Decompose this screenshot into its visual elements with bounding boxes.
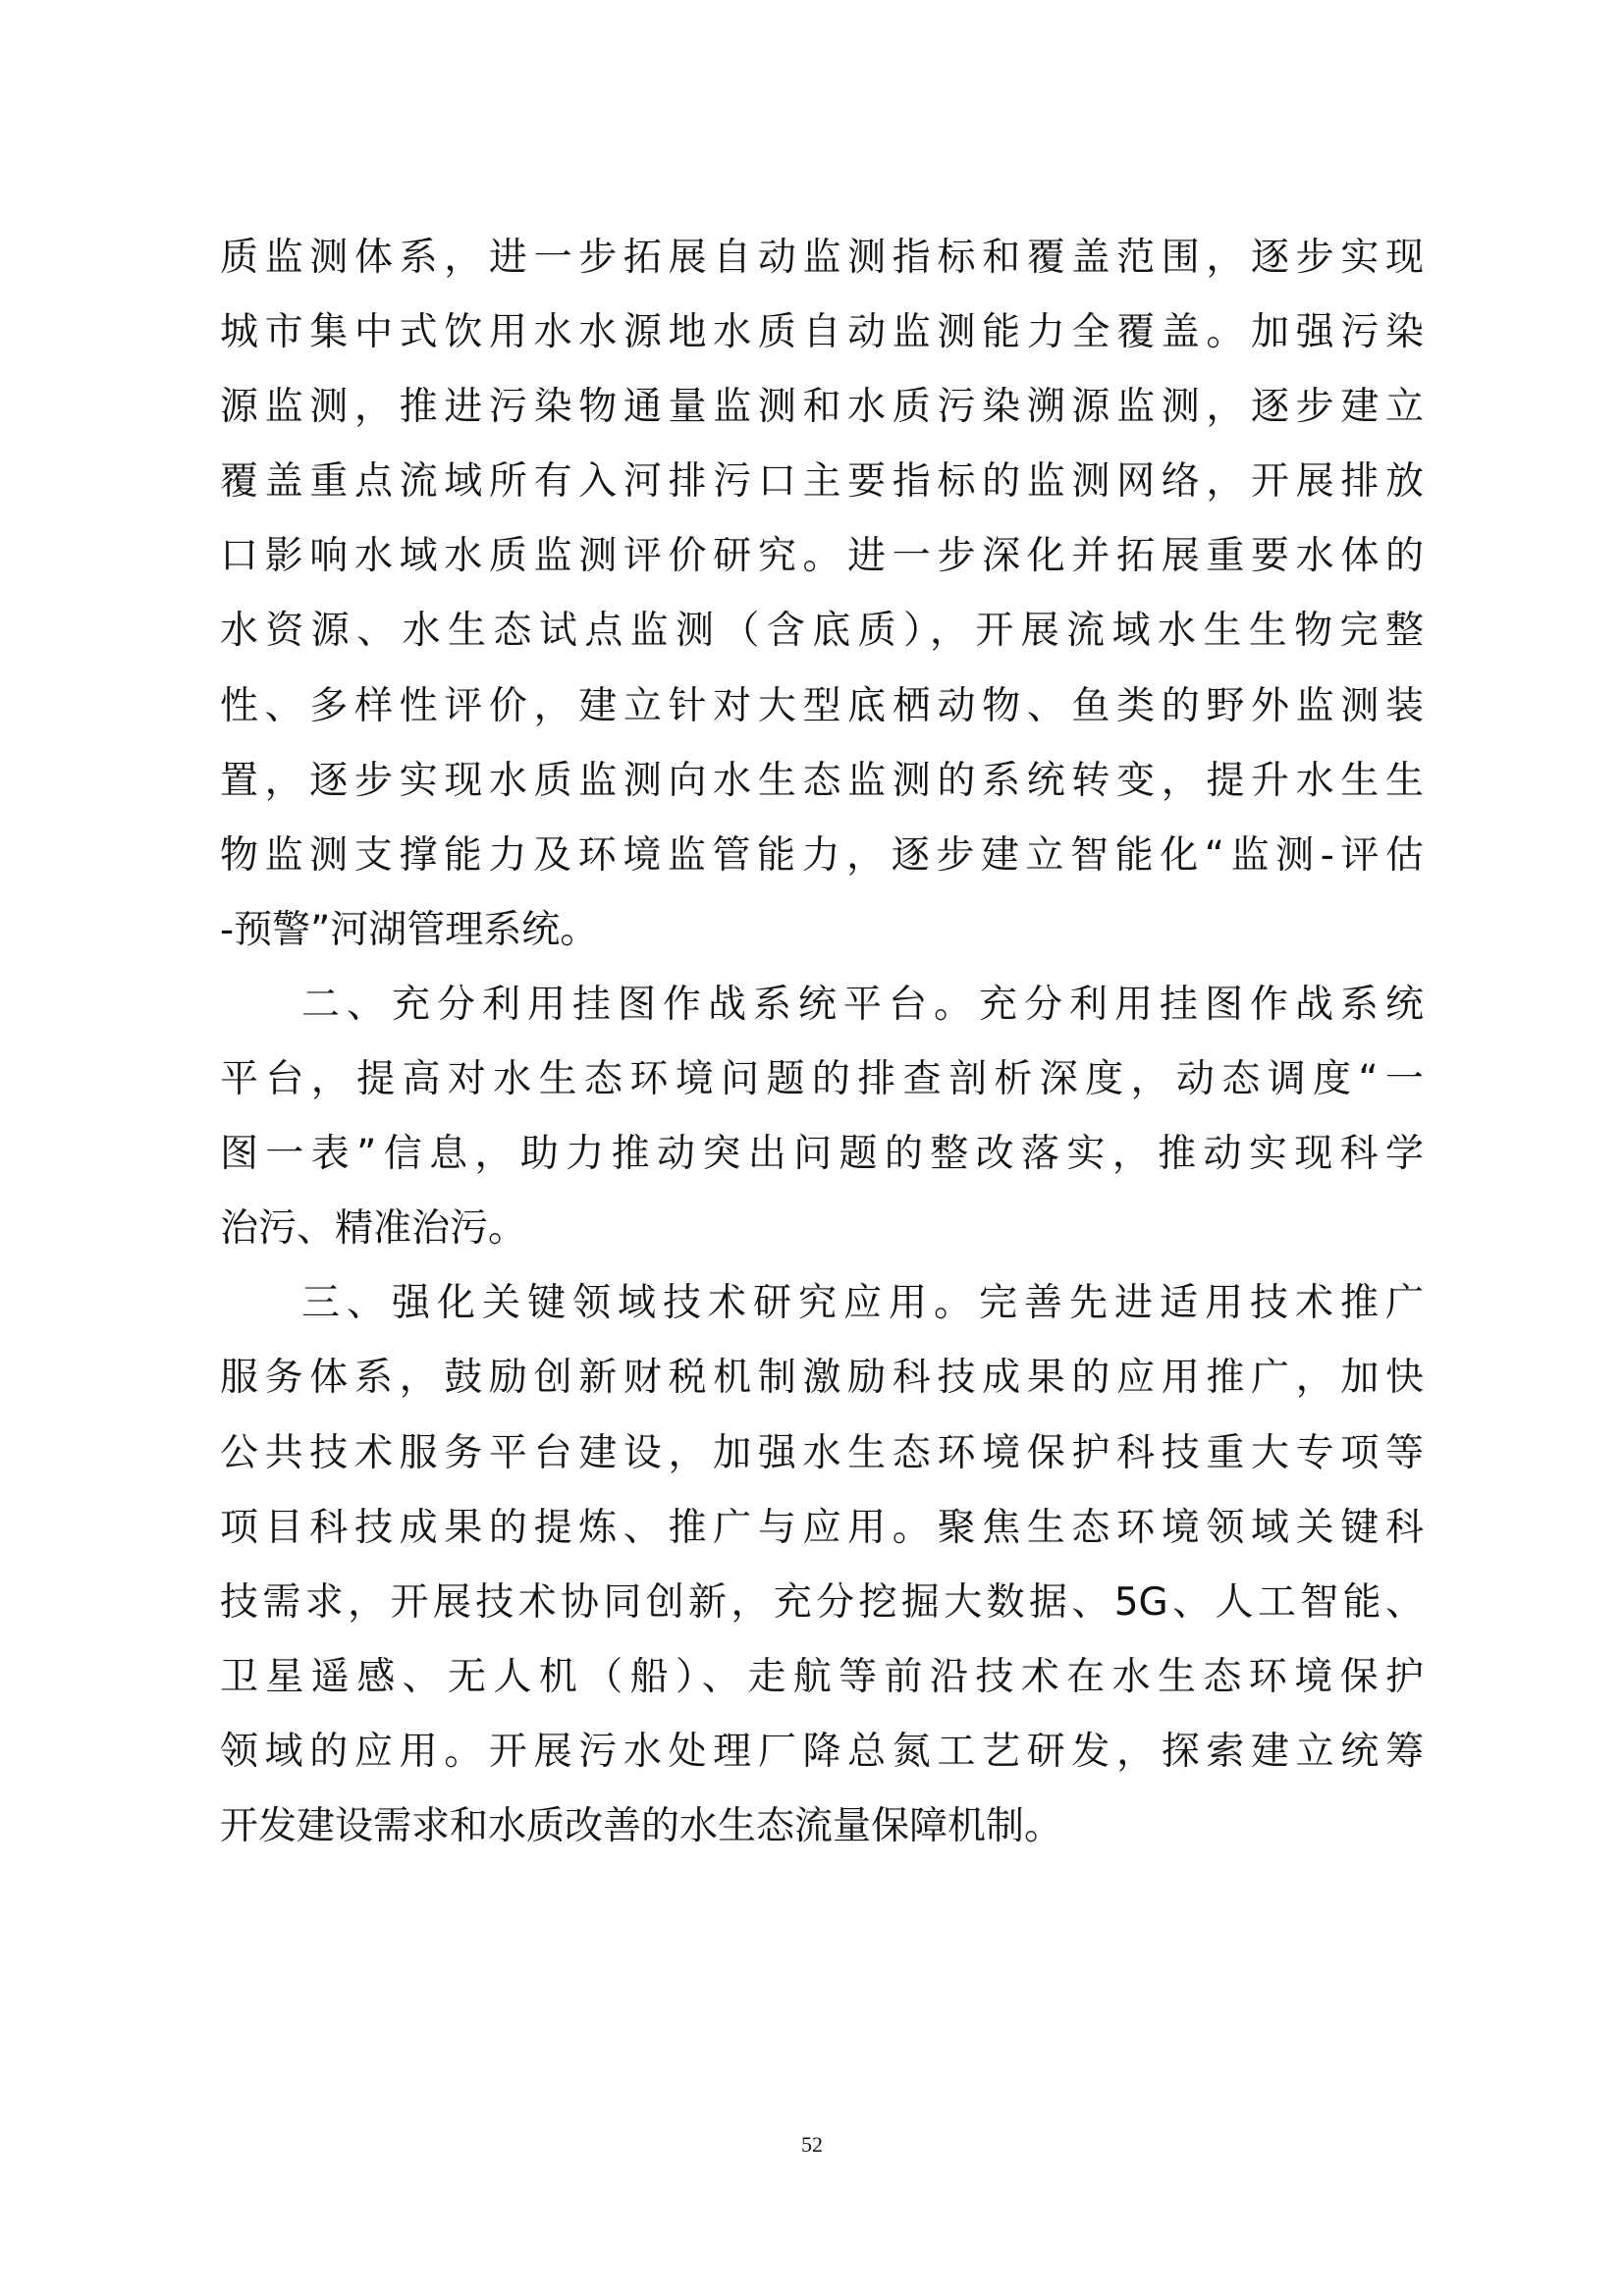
text-line: 性、多样性评价，建立针对大型底栖动物、鱼类的野外监测装 <box>220 683 1424 728</box>
text-line: 质监测体系，进一步拓展自动监测指标和覆盖范围，逐步实现 <box>220 236 1424 280</box>
text-line: 城市集中式饮用水水源地水质自动监测能力全覆盖。加强污染 <box>220 310 1424 355</box>
text-line: 置，逐步实现水质监测向水生态监测的系统转变，提升水生生 <box>220 758 1424 803</box>
text-line: 图一表”信息，助力推动突出问题的整改落实，推动实现科学 <box>220 1132 1424 1177</box>
text-line: 公共技术服务平台建设，加强水生态环境保护科技重大专项等 <box>220 1430 1424 1475</box>
text-line: 物监测支撑能力及环境监管能力，逐步建立智能化“监测-评估 <box>220 832 1424 878</box>
text-line: 开发建设需求和水质改善的水生态流量保障机制。 <box>220 1803 1063 1848</box>
text-line: 技需求，开展技术协同创新，充分挖掘大数据、5G、人工智能、 <box>220 1579 1424 1625</box>
text-line: 平台，提高对水生态环境问题的排查剖析深度，动态调度“一 <box>220 1057 1424 1102</box>
text-line: 覆盖重点流域所有入河排污口主要指标的监测网络，开展排放 <box>220 459 1424 505</box>
text-line: 领域的应用。开展污水处理厂降总氮工艺研发，探索建立统筹 <box>220 1729 1424 1774</box>
text-line: 口影响水域水质监测评价研究。进一步深化并拓展重要水体的 <box>220 534 1424 579</box>
paragraph-platform <box>220 968 1424 1266</box>
paragraph-monitoring-system <box>220 221 1424 968</box>
page-number: 52 <box>801 2132 823 2157</box>
text-line: 三、强化关键领域技术研究应用。完善先进适用技术推广 <box>301 1281 1424 1326</box>
text-line: 治污、精准治污。 <box>220 1206 527 1252</box>
body-text <box>220 221 1424 1864</box>
paragraph-technology <box>220 1266 1424 1864</box>
text-line: -预警”河湖管理系统。 <box>220 907 599 952</box>
text-line: 二、充分利用挂图作战系统平台。充分利用挂图作战系统 <box>301 982 1424 1027</box>
text-line: 项目科技成果的提炼、推广与应用。聚焦生态环境领域关键科 <box>220 1505 1424 1550</box>
text-line: 水资源、水生态试点监测（含底质），开展流域水生生物完整 <box>220 609 1424 654</box>
text-line: 源监测，推进污染物通量监测和水质污染溯源监测，逐步建立 <box>220 385 1424 430</box>
text-line: 服务体系，鼓励创新财税机制激励科技成果的应用推广，加快 <box>220 1356 1424 1401</box>
text-line: 卫星遥感、无人机（船）、走航等前沿技术在水生态环境保护 <box>220 1654 1424 1699</box>
